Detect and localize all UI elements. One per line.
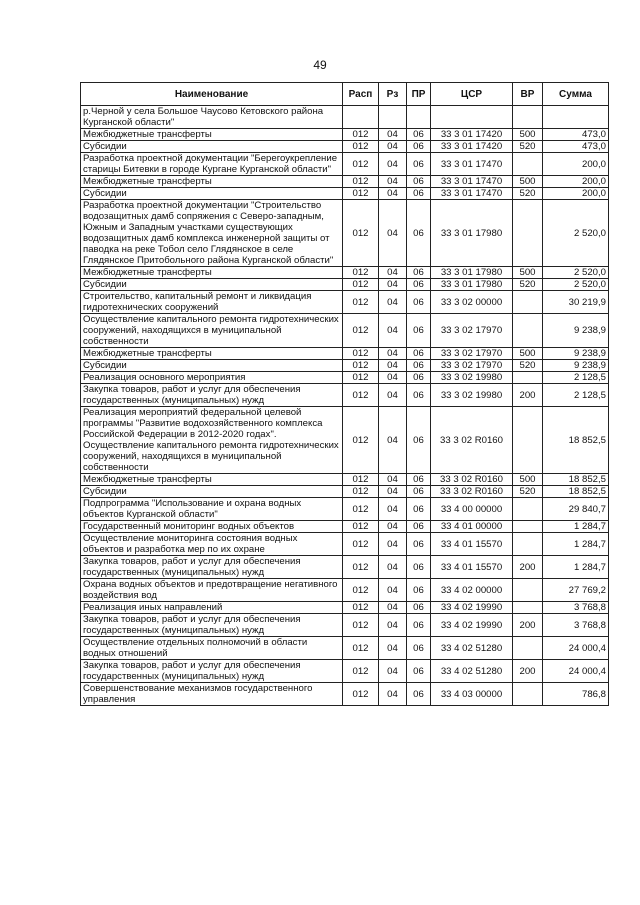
cell-name: Закупка товаров, работ и услуг для обеспечения государственных (муниципальных) нужд — [81, 660, 343, 683]
cell-sum: 1 284,7 — [543, 556, 609, 579]
cell-name: Реализация иных направлений — [81, 602, 343, 614]
cell-rasp: 012 — [343, 200, 379, 267]
cell-vr: 200 — [513, 614, 543, 637]
cell-rasp: 012 — [343, 474, 379, 486]
cell-rasp: 012 — [343, 360, 379, 372]
cell-rasp: 012 — [343, 660, 379, 683]
cell-name: Осуществление капитального ремонта гидротехнических сооружений, находящихся в муниципальной собственности — [81, 314, 343, 348]
cell-vr — [513, 291, 543, 314]
table-row — [81, 188, 609, 200]
cell-name: Межбюджетные трансферты — [81, 176, 343, 188]
cell-sum: 29 840,7 — [543, 498, 609, 521]
table-row — [81, 267, 609, 279]
cell-rz: 04 — [379, 314, 407, 348]
cell-pr: 06 — [407, 314, 431, 348]
cell-rasp: 012 — [343, 683, 379, 706]
cell-rz: 04 — [379, 486, 407, 498]
cell-name: Подпрограмма "Использование и охрана водных объектов Курганской области" — [81, 498, 343, 521]
cell-rasp: 012 — [343, 486, 379, 498]
cell-sum: 473,0 — [543, 129, 609, 141]
cell-rasp: 012 — [343, 314, 379, 348]
cell-sum: 1 284,7 — [543, 521, 609, 533]
header-name: Наименование — [81, 83, 343, 106]
cell-name: Межбюджетные трансферты — [81, 474, 343, 486]
table-row — [81, 141, 609, 153]
cell-sum: 2 520,0 — [543, 200, 609, 267]
table-row — [81, 314, 609, 348]
cell-sum: 27 769,2 — [543, 579, 609, 602]
cell-vr: 520 — [513, 360, 543, 372]
table-header-row — [81, 83, 609, 106]
table-row — [81, 498, 609, 521]
cell-csr: 33 3 02 00000 — [431, 291, 513, 314]
cell-vr — [513, 153, 543, 176]
cell-csr: 33 4 02 19990 — [431, 602, 513, 614]
cell-vr — [513, 637, 543, 660]
page-number: 49 — [313, 58, 327, 72]
table-row — [81, 360, 609, 372]
cell-csr: 33 3 02 R0160 — [431, 407, 513, 474]
cell-pr: 06 — [407, 614, 431, 637]
cell-pr — [407, 106, 431, 129]
cell-name: Субсидии — [81, 188, 343, 200]
cell-pr: 06 — [407, 291, 431, 314]
cell-csr: 33 3 01 17420 — [431, 129, 513, 141]
cell-name: Государственный мониторинг водных объектов — [81, 521, 343, 533]
cell-sum: 3 768,8 — [543, 602, 609, 614]
cell-rz: 04 — [379, 200, 407, 267]
cell-pr: 06 — [407, 474, 431, 486]
cell-pr: 06 — [407, 384, 431, 407]
cell-vr: 520 — [513, 279, 543, 291]
cell-sum: 2 520,0 — [543, 279, 609, 291]
cell-vr — [513, 200, 543, 267]
cell-pr: 06 — [407, 129, 431, 141]
cell-pr: 06 — [407, 498, 431, 521]
table-row — [81, 407, 609, 474]
cell-csr: 33 4 02 00000 — [431, 579, 513, 602]
cell-pr: 06 — [407, 660, 431, 683]
cell-rasp: 012 — [343, 556, 379, 579]
cell-rasp: 012 — [343, 407, 379, 474]
cell-csr — [431, 106, 513, 129]
cell-vr: 200 — [513, 384, 543, 407]
cell-rz: 04 — [379, 348, 407, 360]
cell-csr: 33 4 02 19990 — [431, 614, 513, 637]
cell-vr: 200 — [513, 556, 543, 579]
cell-sum: 200,0 — [543, 176, 609, 188]
cell-pr: 06 — [407, 407, 431, 474]
header-pr: ПР — [407, 83, 431, 106]
cell-csr: 33 3 02 19980 — [431, 384, 513, 407]
cell-pr: 06 — [407, 360, 431, 372]
cell-sum: 18 852,5 — [543, 474, 609, 486]
cell-name: Разработка проектной документации "Строительство водозащитных дамб сопряжения с Северо-западным, Южным и Западным участками существующих водозащитных дамб комплекса инженерной защиты от паводка на реке Тобол село Глядянское в селе Глядянское Притобольного района Курганской области" — [81, 200, 343, 267]
cell-vr: 200 — [513, 660, 543, 683]
cell-rasp: 012 — [343, 291, 379, 314]
cell-csr: 33 3 02 19980 — [431, 372, 513, 384]
cell-csr: 33 3 02 17970 — [431, 360, 513, 372]
cell-rz: 04 — [379, 579, 407, 602]
cell-pr: 06 — [407, 683, 431, 706]
cell-rz: 04 — [379, 498, 407, 521]
cell-rz: 04 — [379, 360, 407, 372]
cell-rz: 04 — [379, 637, 407, 660]
cell-sum — [543, 106, 609, 129]
cell-rasp: 012 — [343, 279, 379, 291]
cell-vr: 500 — [513, 176, 543, 188]
cell-sum: 473,0 — [543, 141, 609, 153]
cell-sum: 9 238,9 — [543, 360, 609, 372]
cell-rz: 04 — [379, 372, 407, 384]
table-row — [81, 200, 609, 267]
table-row — [81, 486, 609, 498]
cell-rz: 04 — [379, 129, 407, 141]
cell-name: Реализация основного мероприятия — [81, 372, 343, 384]
cell-name: Субсидии — [81, 360, 343, 372]
cell-name: Осуществление отдельных полномочий в области водных отношений — [81, 637, 343, 660]
cell-rz: 04 — [379, 474, 407, 486]
table-row — [81, 602, 609, 614]
cell-sum: 18 852,5 — [543, 486, 609, 498]
cell-rz: 04 — [379, 407, 407, 474]
cell-name: Закупка товаров, работ и услуг для обеспечения государственных (муниципальных) нужд — [81, 556, 343, 579]
table-row — [81, 106, 609, 129]
cell-sum: 24 000,4 — [543, 637, 609, 660]
table-row — [81, 660, 609, 683]
cell-csr: 33 3 01 17420 — [431, 141, 513, 153]
cell-csr: 33 3 01 17980 — [431, 279, 513, 291]
cell-name: Разработка проектной документации "Берегоукрепление старицы Битевки в городе Кургане Курганской области" — [81, 153, 343, 176]
cell-rasp: 012 — [343, 141, 379, 153]
cell-rz: 04 — [379, 683, 407, 706]
cell-pr: 06 — [407, 267, 431, 279]
cell-pr: 06 — [407, 348, 431, 360]
cell-name: Закупка товаров, работ и услуг для обеспечения государственных (муниципальных) нужд — [81, 614, 343, 637]
cell-csr: 33 4 00 00000 — [431, 498, 513, 521]
cell-name: Субсидии — [81, 486, 343, 498]
cell-rasp: 012 — [343, 533, 379, 556]
cell-csr: 33 3 02 R0160 — [431, 474, 513, 486]
cell-name: Субсидии — [81, 279, 343, 291]
table-row — [81, 384, 609, 407]
cell-csr: 33 3 01 17980 — [431, 267, 513, 279]
cell-rasp: 012 — [343, 153, 379, 176]
cell-rasp: 012 — [343, 129, 379, 141]
cell-name: Строительство, капитальный ремонт и ликвидация гидротехнических сооружений — [81, 291, 343, 314]
cell-rasp: 012 — [343, 348, 379, 360]
cell-name: Межбюджетные трансферты — [81, 348, 343, 360]
cell-name: Реализация мероприятий федеральной целевой программы "Развитие водохозяйственного комплекса Российской Федерации в 2012-2020 годах". Осуществление капитального ремонта гидротехнических сооружений, находящихся в муниципальной собственности — [81, 407, 343, 474]
cell-rz: 04 — [379, 176, 407, 188]
cell-name: Совершенствование механизмов государственного управления — [81, 683, 343, 706]
cell-rz: 04 — [379, 556, 407, 579]
cell-pr: 06 — [407, 200, 431, 267]
table-row — [81, 521, 609, 533]
cell-pr: 06 — [407, 579, 431, 602]
cell-rasp: 012 — [343, 521, 379, 533]
cell-sum: 1 284,7 — [543, 533, 609, 556]
cell-csr: 33 3 01 17470 — [431, 188, 513, 200]
cell-rz: 04 — [379, 291, 407, 314]
cell-rasp: 012 — [343, 498, 379, 521]
cell-rz: 04 — [379, 533, 407, 556]
cell-pr: 06 — [407, 637, 431, 660]
cell-csr: 33 3 02 R0160 — [431, 486, 513, 498]
table-row — [81, 129, 609, 141]
cell-sum: 2 520,0 — [543, 267, 609, 279]
cell-pr: 06 — [407, 279, 431, 291]
table-row — [81, 474, 609, 486]
cell-rasp: 012 — [343, 384, 379, 407]
cell-sum: 9 238,9 — [543, 314, 609, 348]
table-row — [81, 372, 609, 384]
cell-pr: 06 — [407, 533, 431, 556]
table-row — [81, 614, 609, 637]
cell-name: Охрана водных объектов и предотвращение негативного воздействия вод — [81, 579, 343, 602]
cell-rasp: 012 — [343, 372, 379, 384]
cell-rasp — [343, 106, 379, 129]
header-csr: ЦСР — [431, 83, 513, 106]
cell-vr — [513, 521, 543, 533]
cell-rasp: 012 — [343, 614, 379, 637]
cell-csr: 33 4 01 15570 — [431, 533, 513, 556]
cell-sum: 2 128,5 — [543, 372, 609, 384]
cell-rz: 04 — [379, 384, 407, 407]
cell-name: р.Черной у села Большое Чаусово Кетовского района Курганской области" — [81, 106, 343, 129]
cell-sum: 200,0 — [543, 153, 609, 176]
cell-rasp: 012 — [343, 602, 379, 614]
cell-sum: 786,8 — [543, 683, 609, 706]
header-rasp: Расп — [343, 83, 379, 106]
cell-rz: 04 — [379, 188, 407, 200]
cell-pr: 06 — [407, 372, 431, 384]
cell-vr — [513, 106, 543, 129]
cell-sum: 2 128,5 — [543, 384, 609, 407]
cell-name: Закупка товаров, работ и услуг для обеспечения государственных (муниципальных) нужд — [81, 384, 343, 407]
cell-pr: 06 — [407, 556, 431, 579]
cell-vr: 520 — [513, 141, 543, 153]
header-vr: ВР — [513, 83, 543, 106]
budget-table — [80, 82, 609, 706]
cell-rz: 04 — [379, 279, 407, 291]
cell-sum: 200,0 — [543, 188, 609, 200]
cell-csr: 33 4 01 15570 — [431, 556, 513, 579]
cell-name: Межбюджетные трансферты — [81, 267, 343, 279]
cell-name: Осуществление мониторинга состояния водных объектов и разработка мер по их охране — [81, 533, 343, 556]
table-row — [81, 579, 609, 602]
cell-vr — [513, 533, 543, 556]
cell-rz: 04 — [379, 141, 407, 153]
header-rz: Рз — [379, 83, 407, 106]
cell-rasp: 012 — [343, 188, 379, 200]
cell-vr: 500 — [513, 267, 543, 279]
table-row — [81, 153, 609, 176]
cell-csr: 33 3 02 17970 — [431, 314, 513, 348]
cell-rz: 04 — [379, 153, 407, 176]
cell-csr: 33 4 02 51280 — [431, 660, 513, 683]
cell-csr: 33 3 01 17980 — [431, 200, 513, 267]
cell-sum: 18 852,5 — [543, 407, 609, 474]
cell-vr — [513, 314, 543, 348]
cell-vr: 520 — [513, 486, 543, 498]
cell-sum: 24 000,4 — [543, 660, 609, 683]
cell-name: Межбюджетные трансферты — [81, 129, 343, 141]
cell-rasp: 012 — [343, 637, 379, 660]
cell-sum: 9 238,9 — [543, 348, 609, 360]
cell-csr: 33 4 02 51280 — [431, 637, 513, 660]
cell-vr — [513, 407, 543, 474]
cell-name: Субсидии — [81, 141, 343, 153]
table-row — [81, 533, 609, 556]
cell-csr: 33 3 02 17970 — [431, 348, 513, 360]
table-row — [81, 291, 609, 314]
table-row — [81, 683, 609, 706]
table-row — [81, 556, 609, 579]
cell-pr: 06 — [407, 188, 431, 200]
cell-csr: 33 3 01 17470 — [431, 153, 513, 176]
cell-vr: 500 — [513, 348, 543, 360]
cell-rz: 04 — [379, 660, 407, 683]
cell-rasp: 012 — [343, 267, 379, 279]
cell-rz — [379, 106, 407, 129]
cell-vr: 520 — [513, 188, 543, 200]
table-row — [81, 637, 609, 660]
cell-csr: 33 4 03 00000 — [431, 683, 513, 706]
cell-csr: 33 4 01 00000 — [431, 521, 513, 533]
cell-rz: 04 — [379, 602, 407, 614]
cell-vr — [513, 498, 543, 521]
cell-pr: 06 — [407, 602, 431, 614]
cell-sum: 30 219,9 — [543, 291, 609, 314]
cell-rasp: 012 — [343, 579, 379, 602]
table-body — [81, 106, 609, 706]
header-sum: Сумма — [543, 83, 609, 106]
cell-vr: 500 — [513, 129, 543, 141]
cell-csr: 33 3 01 17470 — [431, 176, 513, 188]
table-row — [81, 348, 609, 360]
table-row — [81, 176, 609, 188]
cell-rasp: 012 — [343, 176, 379, 188]
cell-rz: 04 — [379, 614, 407, 637]
cell-pr: 06 — [407, 176, 431, 188]
cell-vr — [513, 579, 543, 602]
cell-pr: 06 — [407, 521, 431, 533]
cell-pr: 06 — [407, 141, 431, 153]
cell-vr — [513, 602, 543, 614]
cell-pr: 06 — [407, 153, 431, 176]
cell-sum: 3 768,8 — [543, 614, 609, 637]
cell-vr — [513, 372, 543, 384]
cell-rz: 04 — [379, 267, 407, 279]
cell-vr — [513, 683, 543, 706]
table-row — [81, 279, 609, 291]
cell-vr: 500 — [513, 474, 543, 486]
cell-rz: 04 — [379, 521, 407, 533]
cell-pr: 06 — [407, 486, 431, 498]
